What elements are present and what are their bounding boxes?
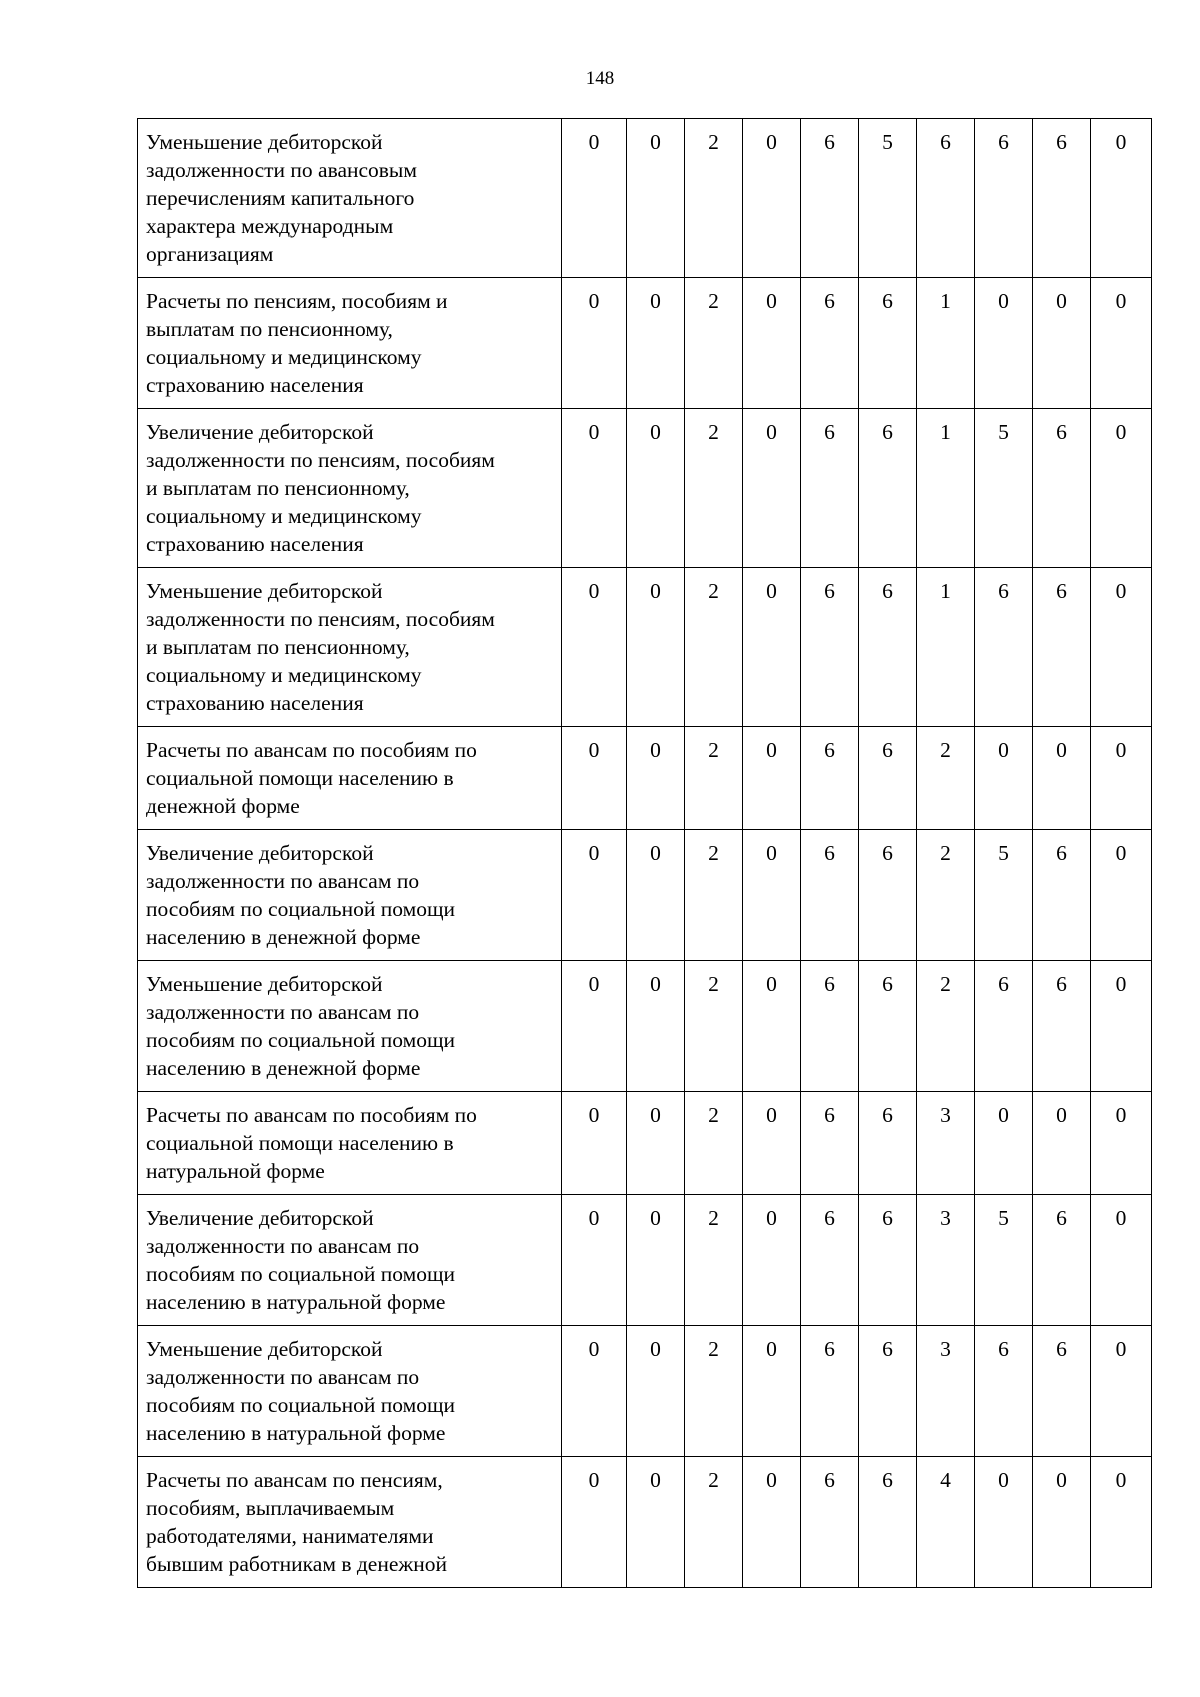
description-line: Расчеты по пенсиям, пособиям и <box>146 289 448 313</box>
code-digit-cell: 0 <box>562 727 627 830</box>
row-description <box>138 1326 562 1457</box>
code-digit-cell: 0 <box>562 568 627 727</box>
code-digit-cell: 6 <box>975 119 1033 278</box>
table-row <box>138 727 1152 830</box>
description-line: бывшим работникам в денежной <box>146 1552 447 1576</box>
table-row <box>138 1195 1152 1326</box>
description-line: выплатам по пенсионному, <box>146 317 393 341</box>
code-digit-cell: 0 <box>562 1457 627 1588</box>
code-digit-cell: 6 <box>975 961 1033 1092</box>
description-line: и выплатам по пенсионному, <box>146 476 410 500</box>
code-digit-cell: 6 <box>801 1457 859 1588</box>
code-digit-cell: 0 <box>1033 727 1091 830</box>
code-digit-cell: 0 <box>627 727 685 830</box>
description-line: населению в денежной форме <box>146 1056 421 1080</box>
code-digit-cell: 6 <box>801 830 859 961</box>
description-line: задолженности по авансам по <box>146 1000 420 1024</box>
description-line: Уменьшение дебиторской <box>146 1337 383 1361</box>
code-digit-cell: 6 <box>801 409 859 568</box>
code-digit-cell: 0 <box>627 409 685 568</box>
code-digit-cell: 0 <box>975 727 1033 830</box>
code-digit-cell: 6 <box>801 1195 859 1326</box>
code-digit-cell: 0 <box>1091 278 1152 409</box>
page-number: 148 <box>585 68 615 89</box>
table-row <box>138 1457 1152 1588</box>
code-digit-cell: 0 <box>1091 1457 1152 1588</box>
code-digit-cell: 6 <box>801 278 859 409</box>
row-description <box>138 1195 562 1326</box>
account-code-table <box>137 118 1152 1588</box>
code-digit-cell: 0 <box>627 278 685 409</box>
code-digit-cell: 2 <box>685 1457 743 1588</box>
table-row <box>138 1326 1152 1457</box>
code-digit-cell: 2 <box>917 961 975 1092</box>
description-line: Увеличение дебиторской <box>146 841 374 865</box>
code-digit-cell: 0 <box>627 568 685 727</box>
code-digit-cell: 0 <box>562 278 627 409</box>
code-digit-cell: 6 <box>859 830 917 961</box>
code-digit-cell: 0 <box>1091 830 1152 961</box>
description-line: задолженности по пенсиям, пособиям <box>146 607 495 631</box>
code-digit-cell: 0 <box>743 278 801 409</box>
row-description <box>138 1457 562 1588</box>
description-line: задолженности по авансовым <box>146 158 417 182</box>
code-digit-cell: 6 <box>975 1326 1033 1457</box>
table-row <box>138 409 1152 568</box>
description-line: Уменьшение дебиторской <box>146 972 383 996</box>
description-line: населению в натуральной форме <box>146 1421 446 1445</box>
code-digit-cell: 0 <box>1033 1457 1091 1588</box>
description-line: социальному и медицинскому <box>146 504 422 528</box>
code-digit-cell: 2 <box>685 1326 743 1457</box>
code-digit-cell: 6 <box>1033 119 1091 278</box>
code-digit-cell: 0 <box>627 961 685 1092</box>
code-digit-cell: 3 <box>917 1326 975 1457</box>
row-description <box>138 278 562 409</box>
description-line: натуральной форме <box>146 1159 325 1183</box>
code-digit-cell: 0 <box>975 1092 1033 1195</box>
code-digit-cell: 0 <box>562 961 627 1092</box>
code-digit-cell: 6 <box>859 1326 917 1457</box>
code-digit-cell: 6 <box>1033 409 1091 568</box>
code-digit-cell: 6 <box>801 119 859 278</box>
code-digit-cell: 0 <box>562 409 627 568</box>
code-digit-cell: 0 <box>1091 1195 1152 1326</box>
row-description <box>138 727 562 830</box>
table-body <box>138 119 1152 1588</box>
code-digit-cell: 0 <box>975 278 1033 409</box>
code-digit-cell: 0 <box>1091 568 1152 727</box>
description-line: перечислениям капитального <box>146 186 415 210</box>
table-row <box>138 278 1152 409</box>
code-digit-cell: 0 <box>627 1092 685 1195</box>
code-digit-cell: 2 <box>685 727 743 830</box>
code-digit-cell: 1 <box>917 568 975 727</box>
description-line: денежной форме <box>146 794 300 818</box>
code-digit-cell: 0 <box>743 568 801 727</box>
code-digit-cell: 0 <box>1091 1326 1152 1457</box>
description-line: задолженности по авансам по <box>146 869 420 893</box>
code-digit-cell: 6 <box>859 1457 917 1588</box>
description-line: Уменьшение дебиторской <box>146 130 383 154</box>
code-digit-cell: 0 <box>1033 278 1091 409</box>
description-line: задолженности по авансам по <box>146 1365 420 1389</box>
row-description <box>138 568 562 727</box>
table-row <box>138 961 1152 1092</box>
table-row <box>138 568 1152 727</box>
code-digit-cell: 0 <box>1091 409 1152 568</box>
description-line: пособиям по социальной помощи <box>146 1393 455 1417</box>
code-digit-cell: 6 <box>975 568 1033 727</box>
code-digit-cell: 6 <box>801 568 859 727</box>
code-digit-cell: 4 <box>917 1457 975 1588</box>
code-digit-cell: 0 <box>1091 1092 1152 1195</box>
code-digit-cell: 0 <box>743 409 801 568</box>
code-digit-cell: 6 <box>801 727 859 830</box>
code-digit-cell: 6 <box>859 1195 917 1326</box>
description-line: Уменьшение дебиторской <box>146 579 383 603</box>
code-digit-cell: 2 <box>685 119 743 278</box>
code-digit-cell: 6 <box>1033 830 1091 961</box>
description-line: страхованию населения <box>146 691 364 715</box>
description-line: задолженности по авансам по <box>146 1234 420 1258</box>
code-digit-cell: 2 <box>685 830 743 961</box>
code-digit-cell: 0 <box>743 1195 801 1326</box>
description-line: пособиям по социальной помощи <box>146 897 455 921</box>
code-digit-cell: 0 <box>743 830 801 961</box>
code-digit-cell: 0 <box>562 1326 627 1457</box>
code-digit-cell: 6 <box>801 1326 859 1457</box>
description-line: страхованию населения <box>146 532 364 556</box>
code-digit-cell: 0 <box>743 1326 801 1457</box>
description-line: социальной помощи населению в <box>146 1131 454 1155</box>
row-description <box>138 961 562 1092</box>
description-line: пособиям, выплачиваемым <box>146 1496 395 1520</box>
code-digit-cell: 6 <box>859 1092 917 1195</box>
table-row <box>138 1092 1152 1195</box>
code-digit-cell: 0 <box>1091 961 1152 1092</box>
code-digit-cell: 0 <box>743 119 801 278</box>
code-digit-cell: 5 <box>975 409 1033 568</box>
code-digit-cell: 0 <box>1091 119 1152 278</box>
code-digit-cell: 2 <box>917 830 975 961</box>
code-digit-cell: 6 <box>1033 961 1091 1092</box>
code-digit-cell: 3 <box>917 1195 975 1326</box>
row-description <box>138 1092 562 1195</box>
row-description <box>138 119 562 278</box>
code-digit-cell: 6 <box>859 727 917 830</box>
code-digit-cell: 6 <box>801 1092 859 1195</box>
code-digit-cell: 2 <box>685 1195 743 1326</box>
code-digit-cell: 0 <box>562 830 627 961</box>
code-digit-cell: 0 <box>627 1195 685 1326</box>
description-line: и выплатам по пенсионному, <box>146 635 410 659</box>
code-digit-cell: 6 <box>917 119 975 278</box>
code-digit-cell: 0 <box>562 119 627 278</box>
code-digit-cell: 0 <box>743 1092 801 1195</box>
code-digit-cell: 5 <box>975 1195 1033 1326</box>
code-digit-cell: 6 <box>1033 568 1091 727</box>
code-digit-cell: 6 <box>859 568 917 727</box>
table-row <box>138 119 1152 278</box>
code-digit-cell: 0 <box>627 1326 685 1457</box>
code-digit-cell: 0 <box>743 1457 801 1588</box>
description-line: социальному и медицинскому <box>146 345 422 369</box>
description-line: Расчеты по авансам по пособиям по <box>146 738 477 762</box>
code-digit-cell: 0 <box>627 1457 685 1588</box>
code-digit-cell: 3 <box>917 1092 975 1195</box>
code-digit-cell: 0 <box>627 830 685 961</box>
code-digit-cell: 6 <box>801 961 859 1092</box>
description-line: Увеличение дебиторской <box>146 1206 374 1230</box>
description-line: населению в денежной форме <box>146 925 421 949</box>
code-digit-cell: 1 <box>917 278 975 409</box>
description-line: Увеличение дебиторской <box>146 420 374 444</box>
code-digit-cell: 6 <box>1033 1195 1091 1326</box>
table-row <box>138 830 1152 961</box>
code-digit-cell: 2 <box>685 961 743 1092</box>
code-digit-cell: 0 <box>1033 1092 1091 1195</box>
code-digit-cell: 0 <box>743 961 801 1092</box>
code-digit-cell: 2 <box>685 568 743 727</box>
code-digit-cell: 1 <box>917 409 975 568</box>
code-digit-cell: 0 <box>743 727 801 830</box>
row-description <box>138 409 562 568</box>
code-digit-cell: 2 <box>685 409 743 568</box>
description-line: пособиям по социальной помощи <box>146 1262 455 1286</box>
description-line: социальному и медицинскому <box>146 663 422 687</box>
description-line: задолженности по пенсиям, пособиям <box>146 448 495 472</box>
description-line: организациям <box>146 242 274 266</box>
code-digit-cell: 2 <box>685 278 743 409</box>
code-digit-cell: 6 <box>1033 1326 1091 1457</box>
description-line: населению в натуральной форме <box>146 1290 446 1314</box>
code-digit-cell: 0 <box>562 1092 627 1195</box>
code-digit-cell: 2 <box>917 727 975 830</box>
description-line: характера международным <box>146 214 394 238</box>
code-digit-cell: 0 <box>562 1195 627 1326</box>
code-digit-cell: 6 <box>859 961 917 1092</box>
description-line: работодателями, нанимателями <box>146 1524 434 1548</box>
code-digit-cell: 0 <box>627 119 685 278</box>
code-digit-cell: 6 <box>859 278 917 409</box>
code-digit-cell: 5 <box>859 119 917 278</box>
code-digit-cell: 5 <box>975 830 1033 961</box>
code-digit-cell: 0 <box>1091 727 1152 830</box>
description-line: Расчеты по авансам по пособиям по <box>146 1103 477 1127</box>
description-line: Расчеты по авансам по пенсиям, <box>146 1468 443 1492</box>
description-line: страхованию населения <box>146 373 364 397</box>
code-digit-cell: 0 <box>975 1457 1033 1588</box>
description-line: социальной помощи населению в <box>146 766 454 790</box>
description-line: пособиям по социальной помощи <box>146 1028 455 1052</box>
code-digit-cell: 2 <box>685 1092 743 1195</box>
code-digit-cell: 6 <box>859 409 917 568</box>
row-description <box>138 830 562 961</box>
